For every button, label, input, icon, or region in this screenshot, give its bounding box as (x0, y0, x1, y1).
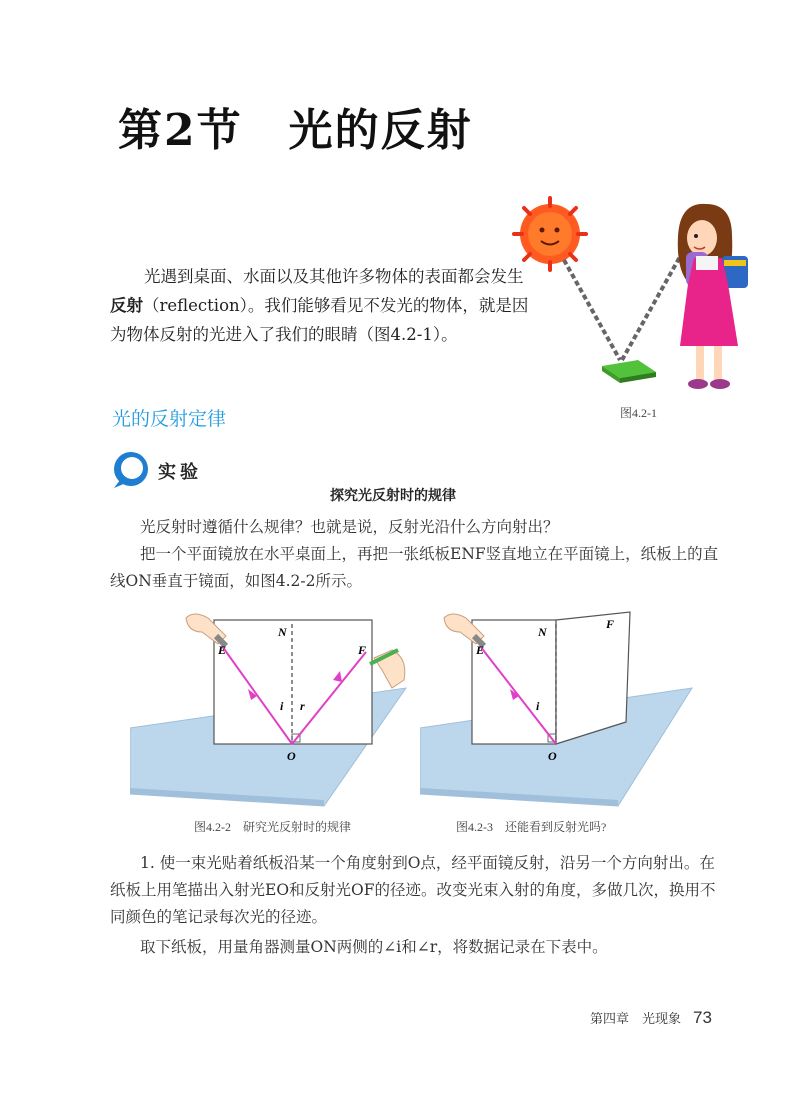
section-number: 第2节 (118, 105, 243, 156)
cardboard-nf-folded (556, 612, 630, 744)
term-reflection: 反射 (110, 296, 143, 315)
figure-4-2-2-caption: 图4.2-2 研究光反射时的规律 (194, 820, 351, 834)
label-e: E (476, 643, 485, 657)
figure-4-2-1-caption: 图4.2-1 (620, 406, 657, 420)
measurement-paragraph: 取下纸板，用量角器测量ON两侧的∠i和∠r，将数据记录在下表中。 (140, 938, 608, 956)
figure-4-2-2 (130, 610, 420, 808)
figure-4-2-1 (510, 196, 770, 402)
label-o: O (287, 749, 296, 763)
experiment-icon (110, 450, 152, 490)
page-number: 73 (693, 1008, 712, 1027)
experiment-label: 实验 (158, 462, 202, 483)
page-title (118, 94, 473, 158)
label-i: i (280, 699, 284, 713)
experiment-setup: 把一个平面镜放在水平桌面上，再把一张纸板ENF竖直地立在平面镜上，纸板上的直线ON垂直于镜面，如图4.2-2所示。 (110, 545, 719, 590)
label-r: r (300, 699, 305, 713)
step-1-paragraph: 1. 使一束光贴着纸板沿某一个角度射到O点，经平面镜反射，沿另一个方向射出。在纸板上用笔描出入射光EO和反射光OF的径迹。改变光束入射的角度，多做几次，换用不同颜色的笔记录每次光的径迹。 (110, 854, 716, 926)
label-f: F (358, 643, 367, 657)
label-n: N (538, 625, 547, 639)
experiment-question: 光反射时遵循什么规律？也就是说，反射光沿什么方向射出？ (140, 518, 559, 536)
label-e: E (218, 643, 227, 657)
figure-4-2-3-caption: 图4.2-3 还能看到反射光吗? (456, 820, 607, 834)
label-n: N (278, 625, 287, 639)
label-i: i (536, 699, 540, 713)
section-name: 光的反射 (288, 105, 473, 156)
book-illustration (602, 360, 656, 383)
girl-illustration (678, 204, 748, 389)
label-f: F (606, 617, 615, 631)
intro-paragraph: 光遇到桌面、水面以及其他许多物体的表面都会发生反射（reflection）。我们能够看见不发光的物体，就是因为物体反射的光进入了我们的眼睛（图4.2-1）。 (110, 267, 529, 344)
figure-4-2-3 (420, 610, 700, 808)
cardboard-enf (214, 620, 372, 744)
ray-sun-to-book (564, 260, 620, 360)
experiment-title: 探究光反射时的规律 (330, 488, 456, 504)
sun-illustration (514, 198, 586, 270)
chapter-name: 第四章 光现象 (590, 1012, 682, 1027)
section-heading: 光的反射定律 (112, 408, 227, 430)
label-o: O (548, 749, 557, 763)
page-footer (590, 1008, 712, 1028)
ray-book-to-eye (622, 246, 686, 360)
